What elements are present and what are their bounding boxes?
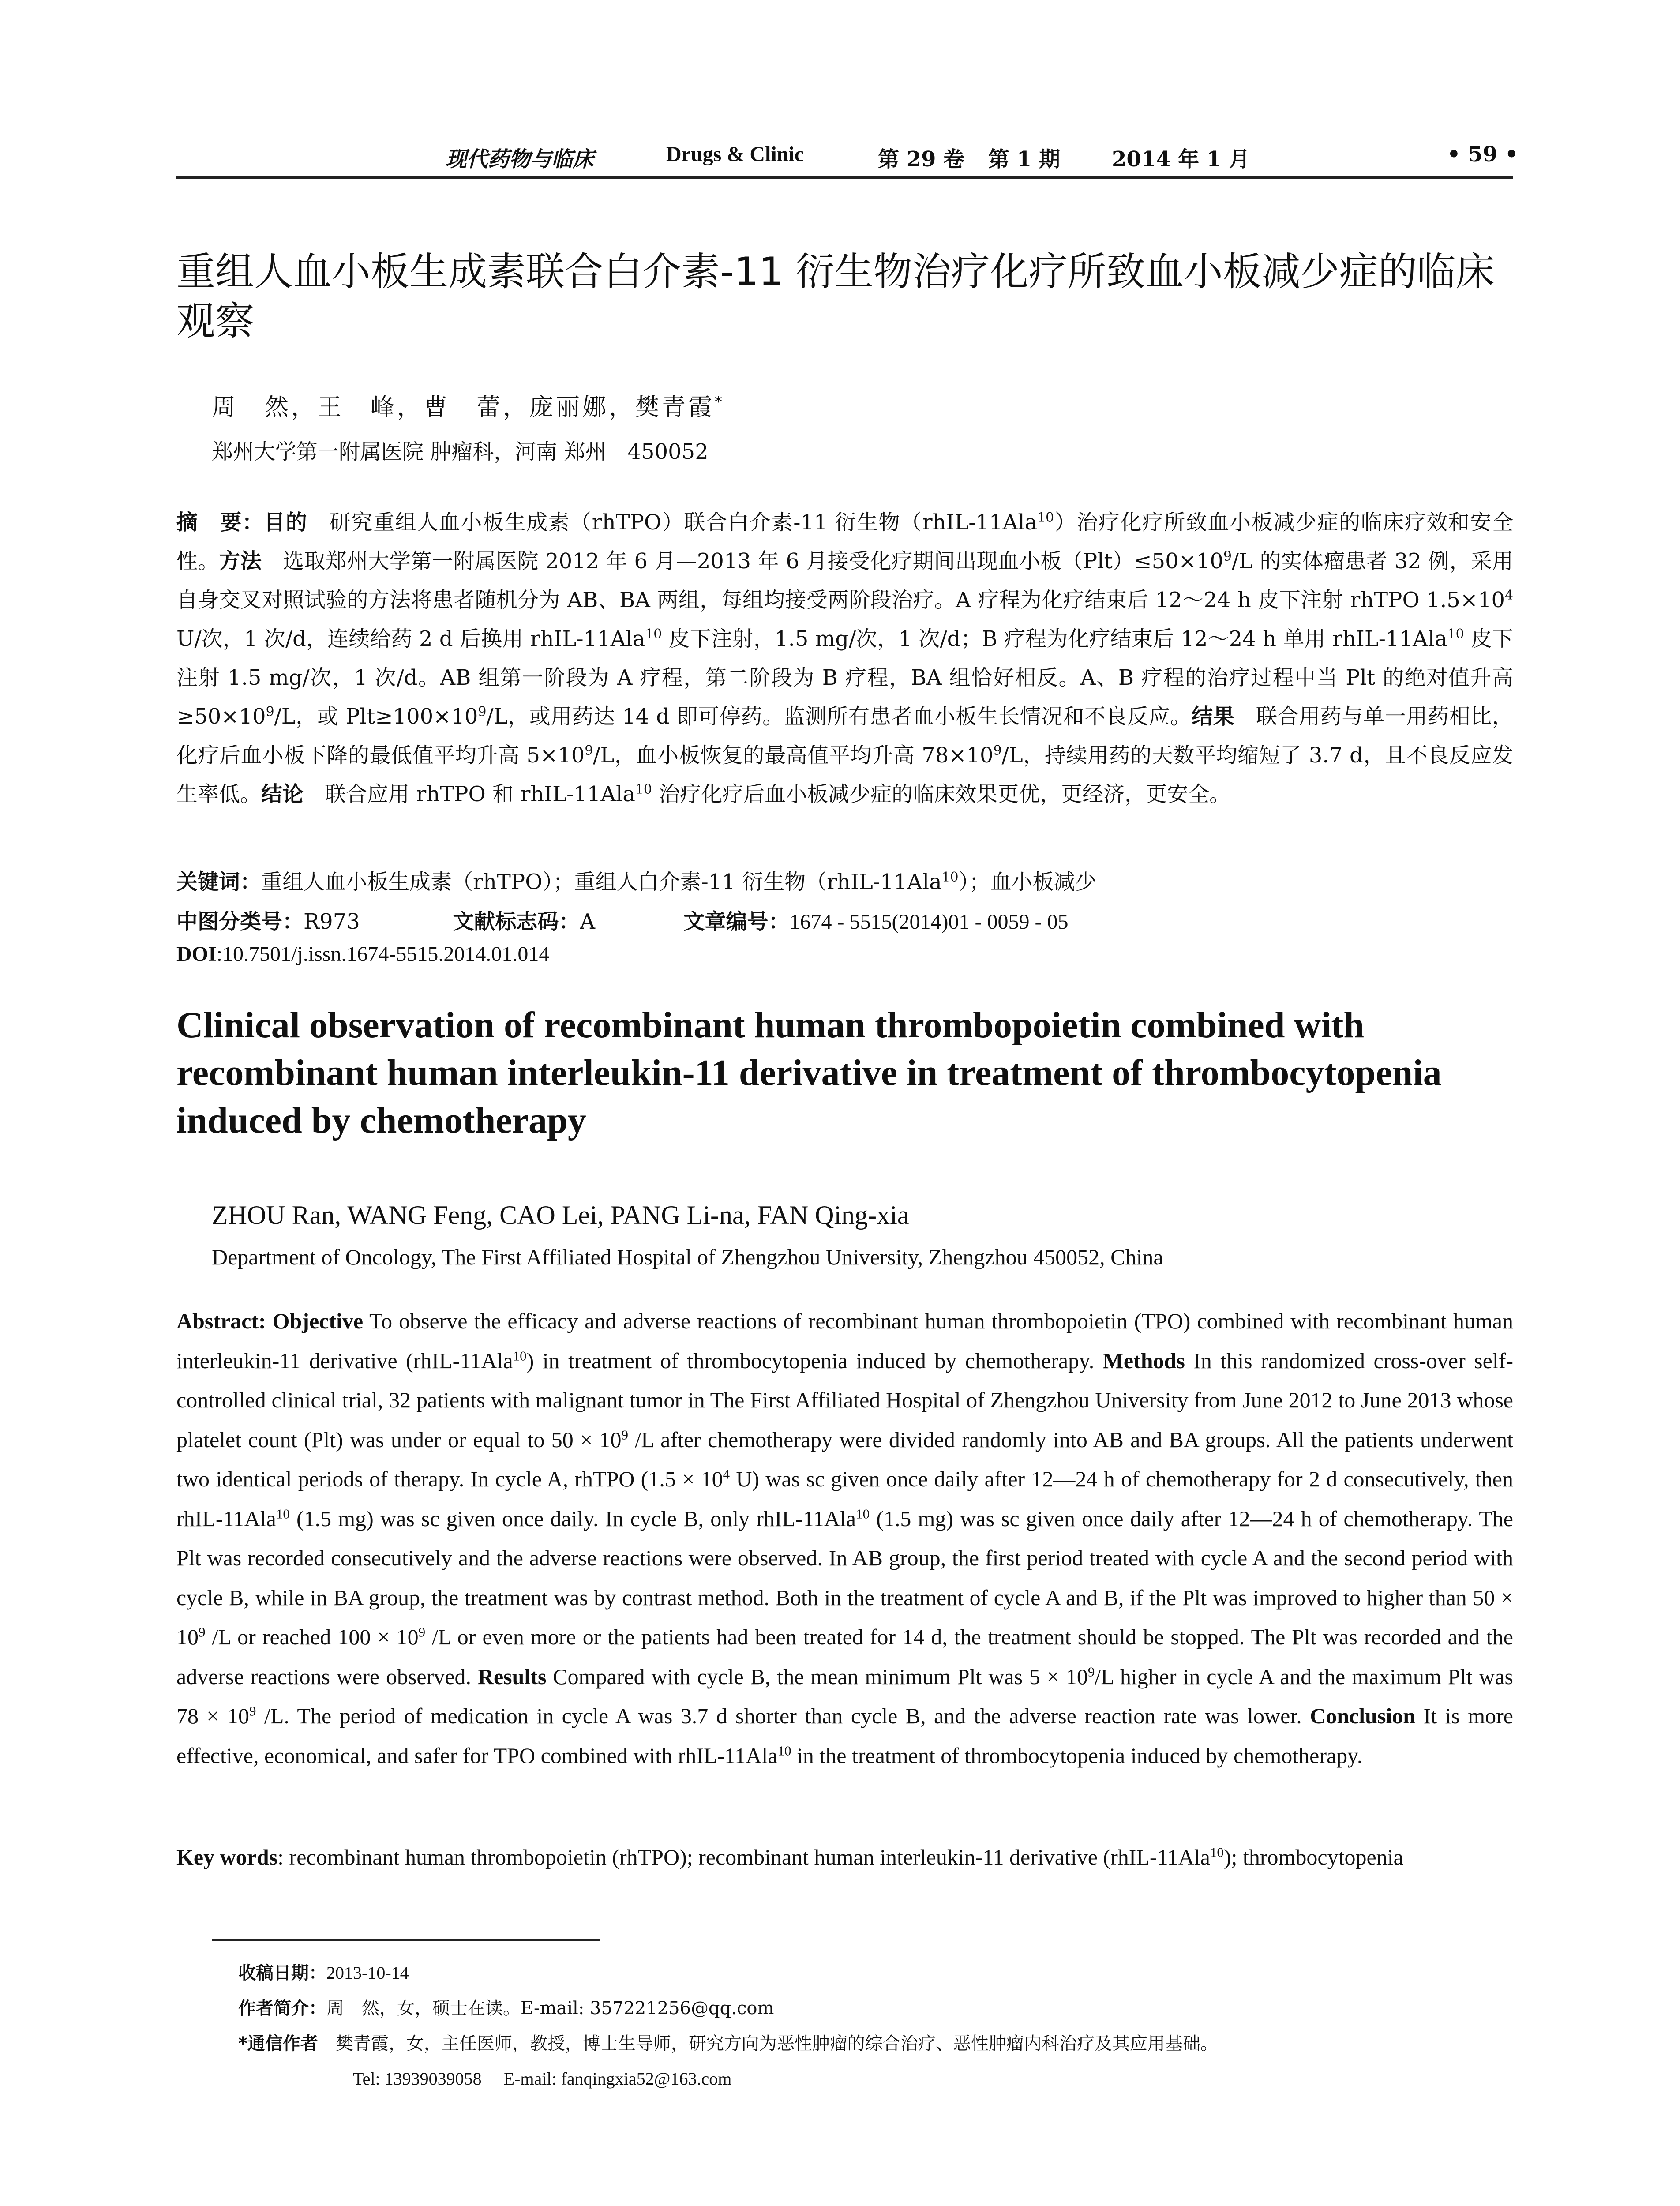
superscript: 4 bbox=[1505, 588, 1513, 603]
objective-text-cn-end: ）治疗化疗所致血小板减少症的临床疗效和安全性。 bbox=[176, 510, 1513, 574]
footnote-author-bio bbox=[238, 1994, 774, 2019]
affiliation-cn: 郑州大学第一附属医院 肿瘤科，河南 郑州 450052 bbox=[212, 439, 709, 464]
superscript: 9 bbox=[249, 1703, 256, 1719]
keywords-label-cn: 关键词： bbox=[176, 870, 262, 894]
objective-text-en-end: ) in treatment of thrombocytopenia induced by chemotherapy. bbox=[526, 1348, 1103, 1373]
superscript: 10 bbox=[635, 782, 652, 797]
methods-text-cn: /L 的实体瘤患者 32 例，采用自身交叉对照试验的方法将患者随机分为 AB、BA 两组，每组均接受两阶段治疗。A 疗程为化疗结束后 12～24 h 皮下注射 rhTPO 1.5×10 bbox=[176, 549, 1513, 612]
methods-text-cn: U/次，1 次/d，连续给药 2 d 后换用 rhIL-11Ala bbox=[176, 627, 645, 651]
article-number-value: 1674 - 5515(2014)01 - 0059 - 05 bbox=[789, 910, 1069, 934]
results-text-cn: 联合用药与单一用药相比，化疗后血小板下降的最低值平均升高 5×10 bbox=[176, 704, 1513, 768]
superscript: 9 bbox=[266, 704, 274, 720]
results-label-cn: 结果 bbox=[1192, 704, 1235, 729]
results-text-cn: /L，血小板恢复的最高值平均升高 78×10 bbox=[593, 743, 994, 768]
superscript: 10 bbox=[645, 627, 662, 642]
corresponding-label: *通信作者 bbox=[238, 2033, 318, 2054]
superscript: 9 bbox=[1088, 1663, 1095, 1679]
superscript: 10 bbox=[856, 1505, 870, 1521]
superscript: 9 bbox=[418, 1624, 426, 1640]
conclusion-text-en: It is more effective, economical, and safer for TPO combined with rhIL-11Ala bbox=[176, 1703, 1513, 1768]
author-list-cn: 周 然，王 峰，曹 蕾，庞丽娜，樊青霞 bbox=[212, 393, 715, 421]
footnote-received bbox=[238, 1959, 409, 1984]
superscript: 10 bbox=[1037, 510, 1054, 525]
conclusion-label-en: Conclusion bbox=[1310, 1703, 1416, 1728]
methods-label-cn: 方法 bbox=[219, 549, 262, 574]
methods-text-cn: 皮下注射 1.5 mg/次，1 次/d。AB 组第一阶段为 A 疗程，第二阶段为 B 疗程，BA 组恰好相反。A、B 疗程的治疗过程中当 Plt 的绝对值升高≥50×10 bbox=[176, 627, 1513, 729]
abstract-label-cn: 摘 要： bbox=[176, 510, 264, 535]
superscript: 9 bbox=[585, 743, 593, 758]
affiliation-en: Department of Oncology, The First Affiliated Hospital of Zhengzhou University, Zhengzhou 450052, China bbox=[212, 1245, 1163, 1269]
doi-value[interactable]: :10.7501/j.issn.1674-5515.2014.01.014 bbox=[216, 942, 550, 966]
authors-en: ZHOU Ran, WANG Feng, CAO Lei, PANG Li-na, FAN Qing-xia bbox=[212, 1201, 909, 1230]
authors-cn bbox=[212, 388, 725, 422]
methods-text-cn: 皮下注射，1.5 mg/次，1 次/d；B 疗程为化疗结束后 12～24 h 单用 rhIL-11Ala bbox=[662, 627, 1448, 651]
methods-text-en: (1.5 mg) was sc given once daily. In cycle B, only rhIL-11Ala bbox=[289, 1506, 856, 1531]
doi-line bbox=[176, 942, 549, 966]
header-rule bbox=[176, 176, 1513, 179]
issue-date: 2014 年 1 月 bbox=[1112, 147, 1250, 172]
methods-text-cn: 选取郑州大学第一附属医院 2012 年 6 月—2013 年 6 月接受化疗期间出现血小板（Plt）≤50×10 bbox=[262, 549, 1223, 574]
received-label: 收稿日期： bbox=[238, 1963, 326, 1983]
superscript: 10 bbox=[941, 870, 959, 885]
methods-text-cn: /L，或用药达 14 d 即可停药。监测所有患者血小板生长情况和不良反应。 bbox=[486, 704, 1192, 729]
objective-text-en: To observe the efficacy and adverse reactions of recombinant human thrombopoietin (TPO) combined with recombinant human interleukin-11 derivative (rhIL-11Ala bbox=[176, 1309, 1514, 1373]
corresponding-text: 樊青霞，女，主任医师，教授，博士生导师，研究方向为恶性肿瘤的综合治疗、恶性肿瘤内科治疗及其应用基础。 bbox=[318, 2033, 1218, 2054]
journal-name-cn: 现代药物与临床 bbox=[446, 147, 594, 172]
superscript: 10 bbox=[1447, 627, 1464, 642]
methods-text-en: /L after chemotherapy were divided randomly into AB and BA groups. All the patients underwent two identical periods of therapy. In cycle A, rhTPO (1.5 × 10 bbox=[176, 1427, 1513, 1491]
conclusion-label-cn: 结论 bbox=[261, 782, 304, 807]
results-label-en: Results bbox=[477, 1664, 547, 1689]
keywords-en bbox=[176, 1844, 1513, 1870]
keywords-label-en: Key words bbox=[176, 1845, 278, 1869]
methods-text-en: /L or reached 100 × 10 bbox=[205, 1624, 419, 1649]
footnote-rule bbox=[212, 1939, 600, 1941]
results-text-cn: /L，持续用药的天数平均缩短了 3.7 d，且不良反应发生率低。 bbox=[176, 743, 1513, 807]
results-text-en: /L. The period of medication in cycle A was 3.7 d shorter than cycle B, and the adverse reaction rate was lower. bbox=[256, 1703, 1310, 1728]
objective-text-cn: 研究重组人血小板生成素（rhTPO）联合白介素-11 衍生物（rhIL-11Ala bbox=[308, 510, 1038, 535]
superscript: 10 bbox=[777, 1742, 791, 1758]
keywords-cn bbox=[176, 865, 1096, 895]
abstract-en bbox=[176, 1302, 1513, 1775]
doc-code-value: A bbox=[580, 909, 595, 934]
methods-text-en: U) was sc given once daily after 12—24 h of chemotherapy for 2 d consecutively, then rhIL-11Ala bbox=[176, 1467, 1513, 1531]
superscript: 9 bbox=[199, 1624, 206, 1640]
results-text-en: /L higher in cycle A and the maximum Plt was 78 × 10 bbox=[176, 1664, 1513, 1728]
superscript: 9 bbox=[993, 743, 1002, 758]
author-bio-label: 作者简介： bbox=[238, 1998, 326, 2018]
received-date: 2013-10-14 bbox=[326, 1963, 409, 1983]
keywords-text-en: : recombinant human thrombopoietin (rhTPO); recombinant human interleukin-11 derivative (rhIL-11Ala bbox=[278, 1845, 1210, 1869]
superscript: 9 bbox=[478, 704, 487, 720]
article-title-en: Clinical observation of recombinant human thrombopoietin combined with recombinant human interleukin-11 derivative in treatment of thrombocytopenia induced by chemotherapy bbox=[176, 1005, 1442, 1141]
methods-label-en: Methods bbox=[1102, 1348, 1185, 1373]
doi-label: DOI bbox=[176, 942, 217, 966]
objective-label-en: Objective bbox=[272, 1309, 364, 1333]
classification-line bbox=[176, 904, 1068, 935]
corresponding-mark: * bbox=[715, 393, 725, 410]
superscript: 9 bbox=[621, 1426, 628, 1442]
author-bio-text: 周 然，女，硕士在读。E-mail: 357221256@qq.com bbox=[326, 1998, 774, 2018]
conclusion-text-en: in the treatment of thrombocytopenia induced by chemotherapy. bbox=[791, 1743, 1363, 1768]
running-header bbox=[176, 142, 1519, 172]
results-text-en: Compared with cycle B, the mean minimum Plt was 5 × 10 bbox=[546, 1664, 1088, 1689]
page-number: • 59 • bbox=[1447, 142, 1519, 167]
keywords-text-cn: 重组人血小板生成素（rhTPO）；重组人白介素-11 衍生物（rhIL-11Ala bbox=[261, 870, 942, 894]
conclusion-text-cn: 治疗化疗后血小板减少症的临床效果更优，更经济，更安全。 bbox=[652, 782, 1231, 807]
superscript: 4 bbox=[723, 1466, 730, 1482]
article-title-cn: 重组人血小板生成素联合白介素-11 衍生物治疗化疗所致血小板减少症的临床观察 bbox=[176, 249, 1495, 344]
keywords-text-cn-end: ）；血小板减少 bbox=[958, 870, 1096, 894]
clc-label: 中图分类号： bbox=[176, 909, 304, 934]
footnote-contact: Tel: 13939039058 E-mail: fanqingxia52@163.com bbox=[353, 2069, 732, 2089]
journal-name-en: Drugs & Clinic bbox=[666, 143, 804, 166]
methods-text-cn: /L，或 Plt≥100×10 bbox=[274, 704, 478, 729]
superscript: 10 bbox=[276, 1505, 290, 1521]
methods-text-en: /L or even more or the patients had been treated for 14 d, the treatment should be stopped. The Plt was recorded and the adverse reactions were observed. bbox=[176, 1624, 1513, 1689]
footnote-corresponding bbox=[238, 2030, 1218, 2055]
issue: 第 1 期 bbox=[988, 147, 1060, 172]
keywords-text-en-end: ); thrombocytopenia bbox=[1223, 1845, 1403, 1869]
superscript: 10 bbox=[513, 1347, 527, 1363]
methods-text-en: (1.5 mg) was sc given once daily after 12—24 h of chemotherapy. The Plt was recorded consecutively and the adverse reactions were observed. In AB group, the first period treated with cycle A and the second period with cycle B, while in BA group, the treatment was by contrast method. Both in the treatment of cycle A and B, if the Plt was improved to higher than 50 × 10 bbox=[176, 1506, 1513, 1649]
clc-value: R973 bbox=[304, 909, 360, 934]
objective-label-cn: 目的 bbox=[264, 510, 308, 535]
superscript: 9 bbox=[1223, 549, 1232, 564]
abstract-label-en: Abstract: bbox=[176, 1309, 266, 1333]
methods-text-en: In this randomized cross-over self-controlled clinical trial, 32 patients with malignant tumor in The First Affiliated Hospital of Zhengzhou University from June 2012 to June 2013 whose platelet count (Plt) was under or equal to 50 × 10 bbox=[176, 1348, 1514, 1452]
abstract-cn bbox=[176, 503, 1513, 814]
conclusion-text-cn: 联合应用 rhTPO 和 rhIL-11Ala bbox=[304, 782, 635, 807]
doc-code-label: 文献标志码： bbox=[453, 909, 580, 934]
volume: 第 29 卷 bbox=[878, 147, 965, 172]
superscript: 10 bbox=[1210, 1844, 1224, 1860]
article-number-label: 文章编号： bbox=[683, 909, 790, 934]
